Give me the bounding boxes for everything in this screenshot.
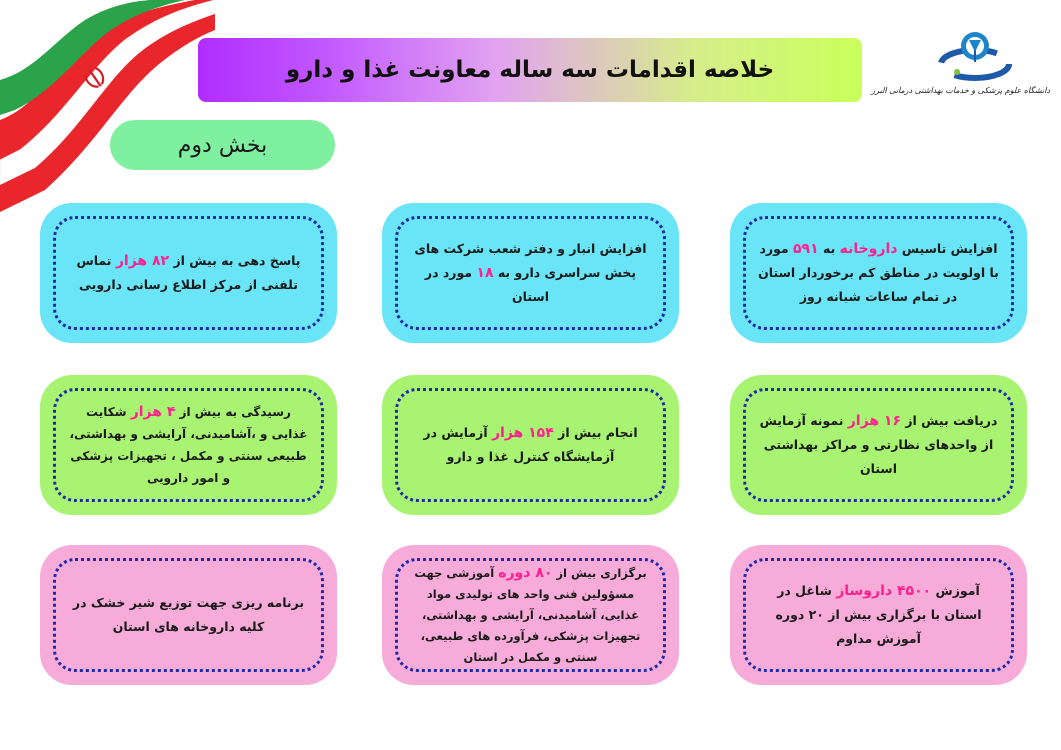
card-text: دریافت بیش از ۱۶ هزار نمونه آزمایش از واحدهای نظارتی و مراکز بهداشتی استان <box>759 413 998 476</box>
section-label: بخش دوم <box>177 132 268 158</box>
section-pill <box>110 120 335 170</box>
card-frame <box>53 558 324 672</box>
highlight-number: ۴۵۰۰ داروساز <box>836 583 932 599</box>
card-text: پاسخ دهی به بیش از ۸۲ هزار تماس تلفنی از مرکز اطلاع رسانی دارویی <box>76 253 301 292</box>
card-phone-calls <box>40 203 337 343</box>
card-frame <box>395 558 666 672</box>
card-distribution-branches <box>382 203 679 343</box>
card-frame <box>395 388 666 502</box>
card-text: برنامه ریزی جهت توزیع شیر خشک در کلیه داروخانه های استان <box>72 595 305 634</box>
highlight-number: ۴ هزار <box>130 404 176 420</box>
highlight-number: ۸۰ دوره <box>498 564 553 581</box>
card-milk-distribution <box>40 545 337 685</box>
card-text: رسیدگی به بیش از ۴ هزار شکایت غذایی و ،آشامیدنی، آرایشی و بهداشتی، طبیعی سنتی و مکمل ، تجهیزات پزشکی و امور دارویی <box>69 404 308 485</box>
card-frame <box>395 216 666 330</box>
highlight-number: ۱۸ <box>476 265 494 281</box>
university-name: دانشگاه علوم پزشکی و خدمات بهداشتی درمانی البرز <box>871 86 1050 95</box>
card-training-courses <box>382 545 679 685</box>
card-text: برگزاری بیش از ۸۰ دوره آموزشی جهت مسؤولین فنی واحد های تولیدی مواد غذایی، آشامیدنی، آرایشی و بهداشتی، تجهیزات پزشکی، فرآورده های طبیعی، سنتی و مکمل در استان <box>414 564 647 664</box>
university-logo <box>871 28 1050 108</box>
card-complaints <box>40 375 337 515</box>
page-title: خلاصه اقدامات سه ساله معاونت غذا و دارو <box>285 57 775 83</box>
card-test-samples <box>730 375 1027 515</box>
card-text: افزایش تاسیس داروخانه به ۵۹۱ مورد با اولویت در مناطق کم برخوردار استان در تمام ساعات شبانه روز <box>758 241 999 304</box>
card-pharmacy-establishment <box>730 203 1027 343</box>
card-text: افزایش انبار و دفتر شعب شرکت های پخش سراسری دارو به ۱۸ مورد در استان <box>414 241 647 304</box>
card-frame <box>53 388 324 502</box>
university-emblem-icon <box>935 28 1015 84</box>
highlight-text: داروخانه <box>839 241 898 257</box>
card-frame <box>53 216 324 330</box>
title-banner <box>198 38 862 102</box>
card-frame <box>743 558 1014 672</box>
card-text: آموزش ۴۵۰۰ داروساز شاغل در استان با برگزاری بیش از ۲۰ دوره آموزش مداوم <box>775 583 982 646</box>
highlight-number: ۸۲ هزار <box>115 253 170 269</box>
card-text: انجام بیش از ۱۵۴ هزار آزمایش در آزمایشگاه کنترل غذا و دارو <box>423 425 638 464</box>
highlight-number: ۱۶ هزار <box>847 413 901 429</box>
card-lab-tests <box>382 375 679 515</box>
highlight-number: ۵۹۱ <box>793 241 819 257</box>
card-frame <box>743 388 1014 502</box>
highlight-number: ۱۵۴ هزار <box>491 425 554 441</box>
card-frame <box>743 216 1014 330</box>
iran-flag-decoration <box>0 0 215 215</box>
card-pharmacist-training <box>730 545 1027 685</box>
